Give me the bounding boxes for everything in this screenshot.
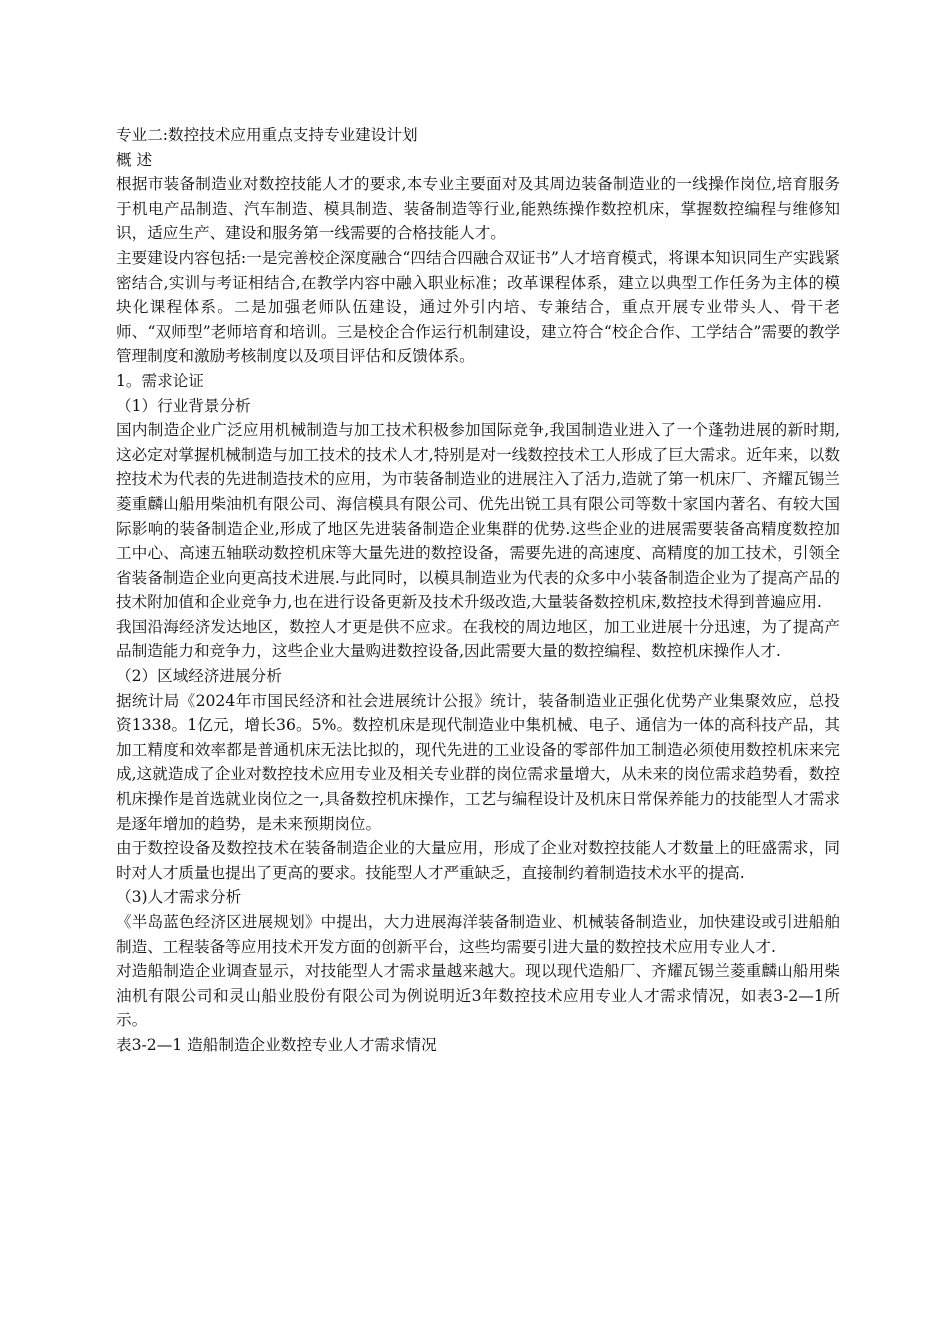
- table-caption: 表3-2—1 造船制造企业数控专业人才需求情况: [116, 1035, 437, 1054]
- subsection-heading-regional: （2）区域经济进展分析: [116, 667, 282, 686]
- overview-paragraph-1: 根据市装备制造业对数控技能人才的要求,本专业主要面对及其周边装备制造业的一线操作岗位,培育服务于机电产品制造、汽车制造、模具制造、装备制造等行业,能熟练操作数控机床，掌握数控编程与维修知识，适应生产、建设和服务第一线需要的合格技能人才。: [116, 175, 840, 243]
- document-body: [116, 123, 840, 1058]
- regional-paragraph-2: 由于数控设备及数控技术在装备制造企业的大量应用，形成了企业对数控技能人才数量上的旺盛需求，同时对人才质量也提出了更高的要求。技能型人才严重缺乏，直接制约着制造技术水平的提高.: [116, 839, 840, 882]
- subsection-heading-industry: （1）行业背景分析: [116, 396, 251, 415]
- talent-paragraph-2: 对造船制造企业调查显示，对技能型人才需求量越来越大。现以现代造船厂、齐耀瓦锡兰菱重麟山船用柴油机有限公司和灵山船业股份有限公司为例说明近3年数控技术应用专业人才需求情况，如表3-2—1所示。: [116, 962, 840, 1030]
- regional-paragraph-1: 据统计局《2024年市国民经济和社会进展统计公报》统计，装备制造业正强化优势产业集聚效应，总投资1338。1亿元，增长36。5%。数控机床是现代制造业中集机械、电子、通信为一体的高科技产品，其加工精度和效率都是普通机床无法比拟的，现代先进的工业设备的零部件加工制造必须使用数控机床来完成,这就造成了企业对数控技术应用专业及相关专业群的岗位需求量增大，从未来的岗位需求趋势看，数控机床操作是首选就业岗位之一,具备数控机床操作，工艺与编程设计及机床日常保养能力的技能型人才需求是逐年增加的趋势，是未来预期岗位。: [116, 691, 840, 833]
- subsection-heading-talent: （3)人才需求分析: [116, 888, 242, 907]
- industry-paragraph-2: 我国沿海经济发达地区，数控人才更是供不应求。在我校的周边地区，加工业进展十分迅速，为了提高产品制造能力和竞争力，这些企业大量购进数控设备,因此需要大量的数控编程、数控机床操作人才.: [116, 617, 840, 661]
- talent-paragraph-1: 《半岛蓝色经济区进展规划》中提出，大力进展海洋装备制造业、机械装备制造业，加快建设或引进船舶制造、工程装备等应用技术开发方面的创新平台，这些均需要引进大量的数控技术应用专业人才.: [116, 913, 840, 956]
- document-title: 专业二:数控技术应用重点支持专业建设计划: [116, 126, 418, 144]
- industry-paragraph-1: 国内制造企业广泛应用机械制造与加工技术积极参加国际竞争,我国制造业进入了一个蓬勃进展的新时期,这必定对掌握机械制造与加工技术的技术人才,特别是对一线数控技术工人形成了巨大需求。近年来，以数控技术为代表的先进制造技术的应用，为市装备制造业的进展注入了活力,造就了第一机床厂、齐耀瓦锡兰菱重麟山船用柴油机有限公司、海信模具有限公司、优先出锐工具有限公司等数十家国内著名、有较大国际影响的装备制造企业,形成了地区先进装备制造企业集群的优势.这些企业的进展需要装备高精度数控加工中心、高速五轴联动数控机床等大量先进的数控设备，需要先进的高速度、高精度的加工技术，引领全省装备制造企业向更高技术进展.与此同时，以模具制造业为代表的众多中小装备制造企业为了提高产品的技术附加值和企业竞争力,也在进行设备更新及技术升级改造,大量装备数控机床,数控技术得到普遍应用.: [116, 421, 840, 612]
- overview-paragraph-2: 主要建设内容包括:一是完善校企深度融合“四结合四融合双证书”人才培育模式，将课本知识同生产实践紧密结合,实训与考证相结合,在教学内容中融入职业标准；改革课程体系，建立以典型工作任务为主体的模块化课程体系。二是加强老师队伍建设，通过外引内培、专兼结合，重点开展专业带头人、骨干老师、“双师型”老师培育和培训。三是校企合作运行机制建设，建立符合“校企合作、工学结合”需要的教学管理制度和激励考核制度以及项目评估和反馈体系。: [116, 248, 840, 366]
- overview-heading: 概 述: [116, 150, 153, 169]
- section-heading-demand: 1。需求论证: [116, 371, 204, 390]
